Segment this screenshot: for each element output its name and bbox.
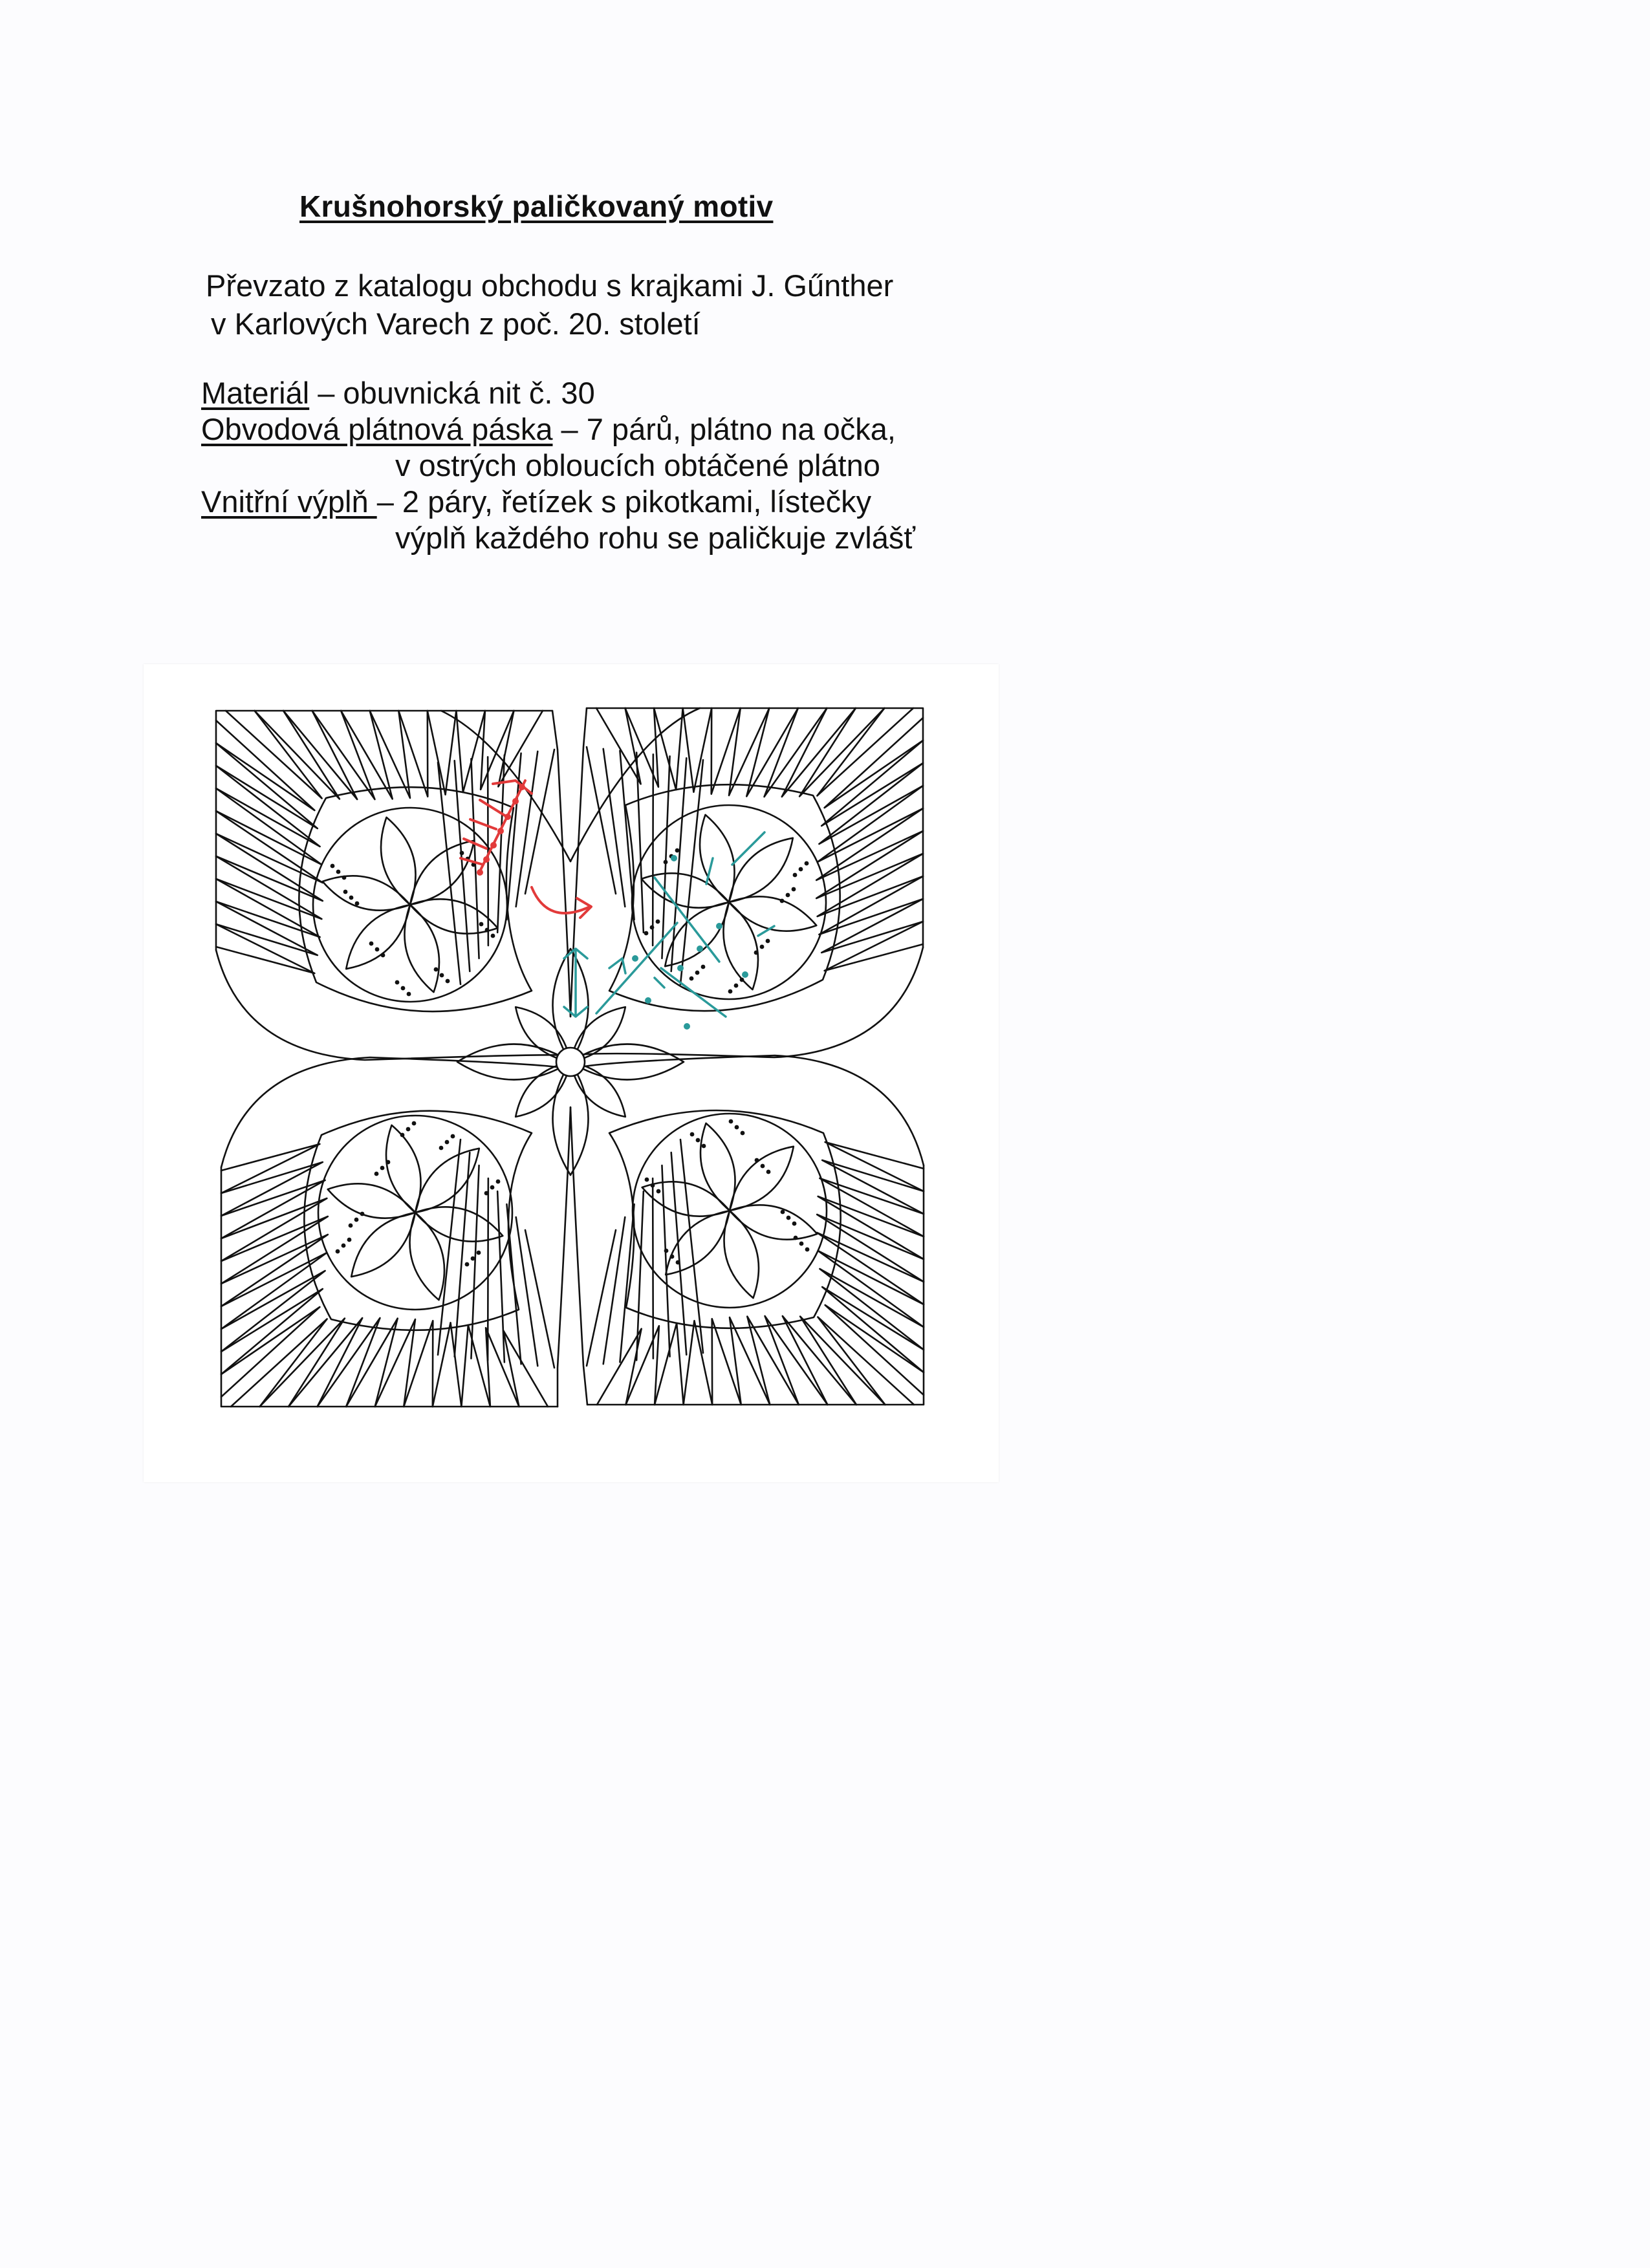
fill-term: Vnitřní výplň (201, 484, 377, 519)
picot-dot (741, 1131, 745, 1136)
picot-dot (799, 867, 803, 872)
picot-dot (343, 890, 348, 894)
rosette-petal (404, 905, 439, 992)
picot-dot (412, 1121, 417, 1126)
rosette-petal (724, 1211, 759, 1298)
source-note (206, 266, 893, 343)
fill-row (201, 484, 915, 520)
picot-dot (342, 876, 347, 880)
band-tooth (312, 711, 375, 799)
corner-outer-edge (221, 1167, 558, 1407)
picot-dot (369, 942, 374, 946)
band-tooth (221, 1289, 323, 1374)
band-tooth (221, 1253, 327, 1329)
border-text: – 7 párů, plátno na očka, (552, 412, 896, 446)
border-row (201, 411, 915, 448)
rosette-petal (666, 1211, 730, 1275)
material-text: – obuvnická nit č. 30 (309, 376, 595, 410)
picot-dot (375, 1172, 379, 1176)
band-tooth (216, 902, 318, 955)
corner-lower-curve (577, 1055, 924, 1165)
picot-dot (491, 934, 495, 938)
fill-text: – 2 páry, řetízek s pikotkami, lístečky (376, 484, 872, 519)
rosette-petal (323, 876, 410, 910)
picot-dot (761, 1164, 765, 1169)
band-tooth (684, 1321, 713, 1405)
band-fan-line (620, 1204, 634, 1362)
picot-dot (434, 967, 439, 972)
picot-dot (386, 1160, 391, 1165)
picot-dot (799, 1242, 804, 1246)
band-tooth (221, 1162, 323, 1216)
picot-dot (728, 989, 733, 994)
corner-upper-curve (552, 711, 570, 1017)
band-tooth (730, 1317, 770, 1405)
fill-row-continued: výplň každého rohu se paličkuje zvlášť (395, 521, 916, 555)
rosette-petal (730, 1147, 794, 1211)
specifications (201, 375, 915, 556)
band-tooth (683, 708, 712, 792)
picot-dot (349, 1224, 353, 1228)
band-tooth (818, 1251, 924, 1327)
rosette-petal (730, 1205, 817, 1239)
picot-dot (664, 860, 668, 865)
picot-dot (670, 1255, 675, 1259)
picot-dots (644, 848, 809, 994)
band-tooth (216, 743, 318, 828)
rosette-petal (381, 817, 416, 905)
picot-dots (645, 1119, 810, 1265)
teal-dot (671, 855, 677, 861)
red-annotation (461, 781, 591, 918)
corner-lower-curve (221, 1057, 564, 1167)
material-row (201, 375, 915, 411)
rosette-petal (386, 1125, 421, 1213)
red-dot (512, 798, 519, 805)
picot-dot (347, 1238, 352, 1242)
picot-dot (331, 864, 335, 869)
picot-dot (465, 1262, 470, 1267)
rosette-petal (351, 1213, 415, 1277)
picot-dot (645, 1178, 649, 1182)
picot-dot (675, 848, 680, 853)
corner-lower-curve (577, 947, 923, 1057)
picot-dot (690, 1132, 695, 1137)
band-tooth (221, 1144, 320, 1193)
picot-dot (805, 1247, 810, 1252)
band-tooth (822, 1287, 924, 1372)
picot-dot (734, 984, 739, 988)
band-tooth (825, 1142, 924, 1191)
picot-dot (477, 1251, 481, 1255)
picot-dot (336, 1249, 340, 1254)
picot-dot (689, 977, 694, 981)
band-tooth (729, 708, 769, 795)
band-tooth (821, 899, 923, 953)
picot-dot (794, 1236, 798, 1240)
band-tooth (318, 1318, 380, 1407)
picot-dot (485, 928, 490, 933)
picot-dot (651, 1183, 655, 1188)
rosette-petal (346, 905, 410, 969)
rosette-petal (409, 1213, 444, 1300)
rosette-petal (700, 815, 735, 902)
band-tooth (481, 711, 514, 790)
lace-pattern-drawing (144, 664, 999, 1482)
rosette-petal (729, 838, 793, 902)
corner-band-inner-edge (609, 1110, 841, 1328)
picot-dot (407, 992, 411, 997)
picot-dot (701, 965, 706, 969)
border-term: Obvodová plátnová páska (201, 412, 553, 446)
picot-dot (354, 1218, 359, 1222)
red-dot (477, 869, 483, 876)
teal-dot (742, 971, 748, 978)
band-fan-line (497, 1191, 505, 1362)
picot-dot (360, 1212, 365, 1216)
picot-dot (460, 851, 464, 856)
red-dot (505, 814, 511, 820)
corner-upper-curve (570, 708, 587, 1017)
rosette-petal (415, 1207, 503, 1241)
picot-dot (400, 1133, 405, 1138)
band-fan-line (525, 750, 554, 894)
picot-dot (380, 1166, 385, 1171)
picot-dot (786, 893, 790, 898)
band-tooth (825, 922, 923, 971)
picot-dot (440, 973, 444, 978)
band-tooth (216, 788, 321, 865)
band-fan-line (471, 759, 479, 958)
teal-dot (684, 1023, 690, 1030)
picot-dot (656, 920, 660, 924)
material-term: Materiál (201, 376, 310, 410)
corner-upper-curve (570, 1107, 587, 1405)
band-tooth (433, 1323, 462, 1407)
picot-dot (342, 1244, 346, 1248)
band-tooth (486, 1328, 519, 1407)
picot-dot (696, 1138, 700, 1143)
page-title: Krušnohorský paličkovaný motiv (299, 189, 774, 223)
band-fan-line (587, 1230, 616, 1366)
picot-dot (349, 896, 354, 900)
picot-dot (792, 887, 796, 892)
band-tooth (747, 1317, 799, 1405)
border-row-continued: v ostrých obloucích obtáčené plátno (395, 448, 880, 482)
corner-band-inner-edge (304, 1111, 532, 1330)
teal-dot (697, 945, 703, 952)
band-tooth (765, 1316, 828, 1405)
red-dot (483, 856, 490, 863)
source-line-2: v Karlových Varech z poč. 20. století (211, 307, 700, 341)
teal-diagonal-lines (596, 923, 726, 1017)
band-fan-line (662, 756, 669, 958)
band-tooth (746, 708, 798, 796)
picot-dot (695, 971, 700, 975)
picot-dot (766, 1170, 771, 1174)
picot-dot (451, 1134, 455, 1139)
band-fan-line (471, 1165, 479, 1359)
picot-dot (336, 870, 341, 874)
picot-dot (729, 1119, 733, 1124)
picot-dot (702, 1144, 706, 1149)
red-dot (497, 828, 504, 834)
band-fan-line (587, 747, 616, 894)
picot-dot (381, 953, 385, 958)
picot-dot (735, 1125, 739, 1130)
picot-dot (471, 1257, 475, 1261)
rosette-petal (723, 902, 758, 989)
picot-dot (479, 922, 484, 927)
picot-dot (644, 931, 649, 936)
picot-dot (355, 902, 360, 906)
band-tooth (503, 1331, 548, 1407)
teal-dot (645, 997, 651, 1004)
picot-dot (792, 1222, 797, 1226)
picot-dot (446, 979, 450, 984)
picot-dot (401, 986, 406, 991)
picot-dot (805, 861, 809, 866)
corner-band-inner-edge (299, 787, 532, 1011)
picot-dot (490, 1185, 495, 1190)
picot-dot (406, 1127, 411, 1132)
teal-dot (677, 965, 684, 971)
picot-dot (657, 1189, 661, 1194)
red-dot (519, 784, 525, 790)
picot-dot (754, 951, 759, 955)
picot-dot (650, 925, 655, 930)
band-tooth (597, 1329, 642, 1405)
picot-dot (375, 947, 380, 952)
lace-pattern-card (144, 664, 999, 1482)
central-ring (556, 1048, 585, 1076)
band-tooth (428, 711, 457, 795)
band-tooth (341, 711, 393, 799)
picot-dot (793, 873, 798, 878)
picot-dot (496, 1180, 501, 1184)
teal-annotation (564, 832, 774, 1030)
band-tooth (626, 1326, 659, 1405)
picot-dot (787, 1216, 791, 1220)
band-tooth (818, 786, 923, 862)
corner-outer-edge (587, 708, 923, 947)
band-tooth (370, 711, 410, 798)
picot-dot (780, 899, 785, 903)
band-tooth (375, 1319, 415, 1407)
picot-dots (331, 851, 495, 997)
rosette-petal (700, 1123, 735, 1211)
picot-dot (395, 980, 400, 985)
source-line-1: Převzato z katalogu obchodu s krajkami J. Gűnther (206, 268, 894, 303)
rosette-petal (328, 1183, 415, 1218)
picot-dot (755, 1158, 759, 1163)
band-tooth (822, 1160, 924, 1214)
picot-dot (445, 1140, 450, 1145)
band-tooth (821, 740, 923, 826)
band-tooth (216, 924, 314, 973)
band-tooth (765, 708, 827, 797)
teal-dot (716, 923, 722, 929)
corner-motif-top-right (570, 708, 923, 1057)
picot-dot (766, 939, 770, 944)
picot-dot (740, 978, 744, 982)
picot-dot (676, 1260, 680, 1265)
red-dot (490, 842, 497, 848)
band-tooth (596, 708, 641, 784)
band-fan-line (525, 1230, 554, 1368)
picot-dot (664, 1249, 669, 1253)
picot-dot (760, 945, 765, 949)
band-tooth (498, 711, 543, 786)
picot-dot (781, 1210, 785, 1215)
band-tooth (346, 1319, 398, 1407)
picot-dot (484, 1191, 489, 1196)
teal-dot (632, 955, 638, 962)
picot-dot (439, 1146, 444, 1150)
